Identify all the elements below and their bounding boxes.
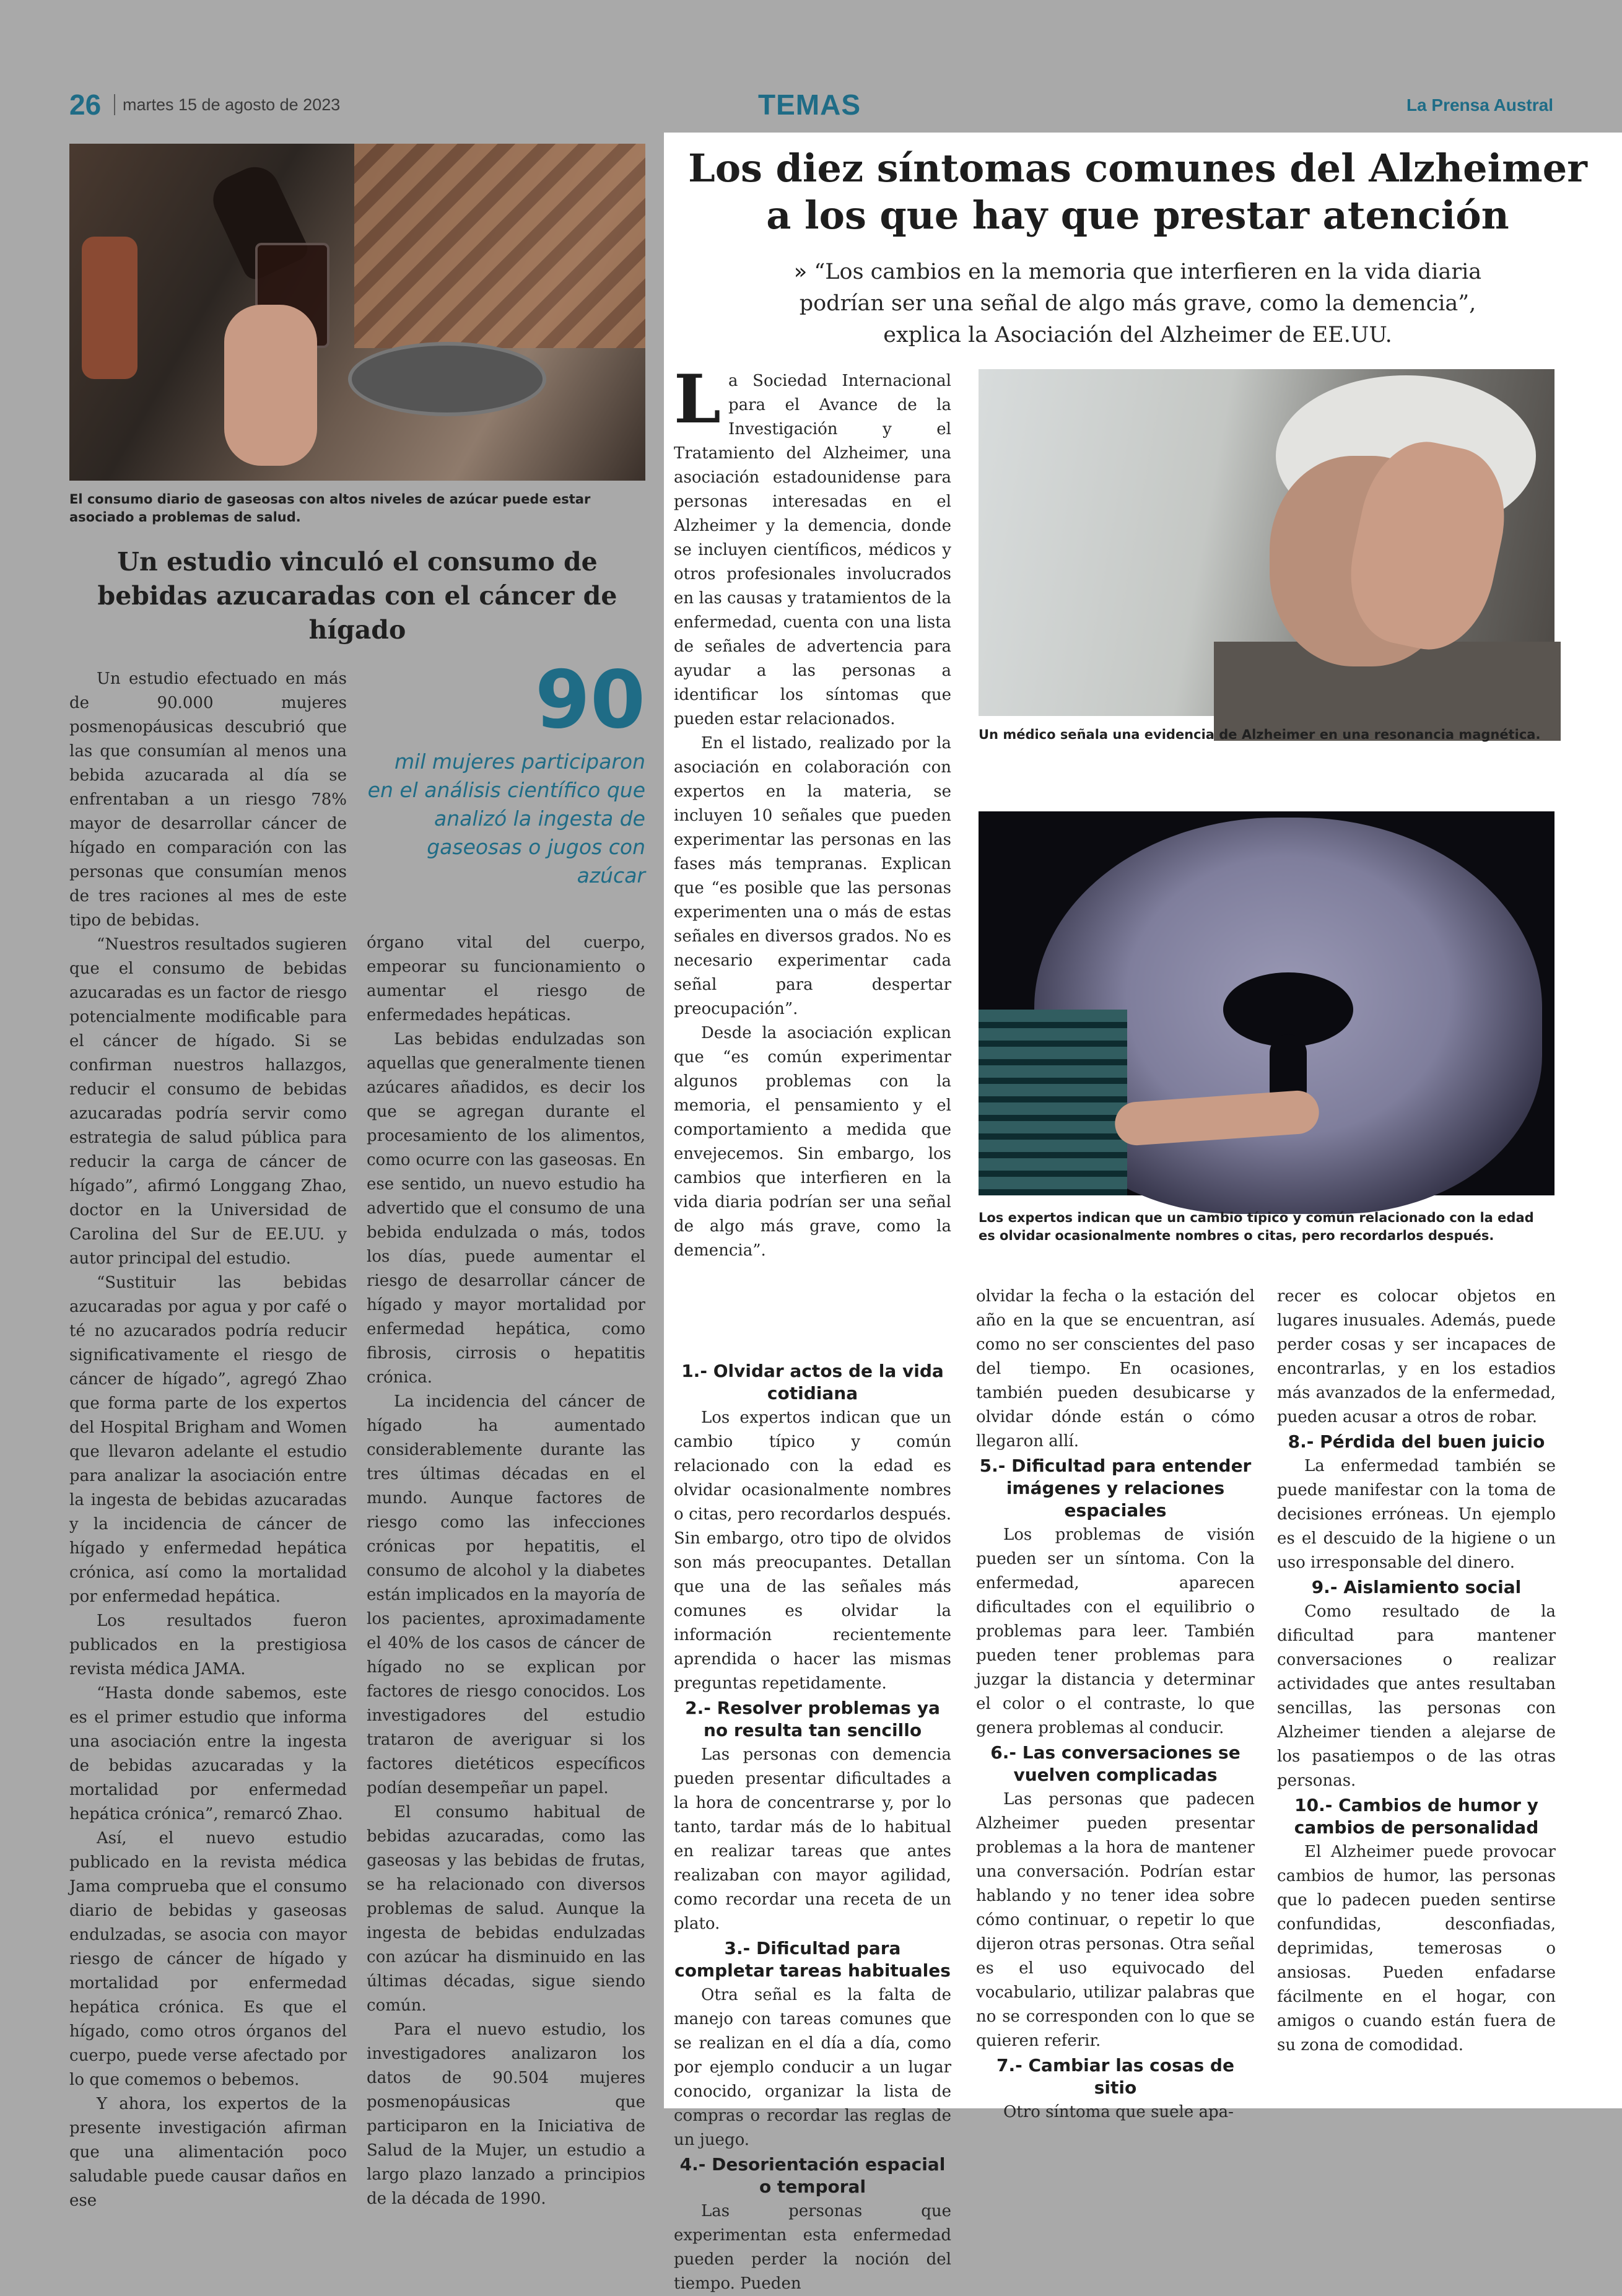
headline-line-2: a los que hay que prestar atención bbox=[766, 193, 1509, 238]
paragraph: Los resultados fueron publicados en la prestigiosa revista médica JAMA. bbox=[69, 1612, 347, 1678]
page-number: 26 bbox=[69, 89, 102, 121]
newspaper-name: La Prensa Austral bbox=[1406, 95, 1553, 115]
photo-caption: Los expertos indican que un cambio típico y común relacionado con la edad es olvidar ocasionalmente nombres o citas, pero recordarlos después. bbox=[979, 1210, 1534, 1243]
paragraph: Otro síntoma que suele apa- bbox=[1003, 2103, 1234, 2121]
paragraph: Así, el nuevo estudio publicado en la revista médica Jama comprueba que el consumo diario de bebidas y gaseosas endulzadas, se asocia con mayor riesgo de cáncer de hígado y mortalidad por enfermedad hepática crónica. Es que el hígado, como otros órganos del cuerpo, puede verse afectado por lo que comemos o bebemos. bbox=[69, 1829, 347, 2089]
article-headline: Un estudio vinculó el consumo de bebidas azucaradas con el cáncer de hígado bbox=[97, 547, 617, 645]
left-article bbox=[69, 144, 645, 2215]
paragraph: La incidencia del cáncer de hígado ha aumentado considerablemente durante las tres últimas décadas en el mundo. Aunque factores de riesgo como las infecciones crónicas por hepatitis, el consumo de alcohol y la diabetes están implicados en la mayoría de los pacientes, aproximadamente el 40% de los casos de cáncer de hígado no se explican por factores de riesgo conocidos. Los investigadores del estudio trataron de averiguar si los factores dietéticos específicos podían desempeñar un papel. bbox=[367, 1392, 645, 1797]
paragraph: “Nuestros resultados sugieren que el consumo de bebidas azucaradas es un factor de riesgo potencialmente modificable para el cáncer de hígado. Si se confirman nuestros hallazgos, reducir el consumo de bebidas azucaradas podría servir como estrategia de salud pública para reducir la carga de cáncer de hígado”, afirmó Longgang Zhao, doctor en la Universidad de Carolina del Sur de EE.UU. y autor principal del estudio. bbox=[69, 935, 347, 1268]
section-title: TEMAS bbox=[758, 89, 861, 121]
paragraph: Las bebidas endulzadas son aquellas que generalmente tienen azúcares añadidos, es decir los que se agregan durante el procesamiento de los alimentos, como ocurre con las gaseosas. En ese sentido, un nuevo estudio ha advertido que el consumo de una bebida endulzada o más, todos los días, puede aumentar el riesgo de desarrollar cáncer de hígado y mayor mortalidad por enfermedad hepática, como fibrosis, cirrosis o hepatitis crónica. bbox=[367, 1030, 645, 1387]
paragraph: Y ahora, los expertos de la presente investigación afirman que una alimentación poco saludable puede causar daños en ese bbox=[69, 2095, 347, 2210]
intro-column bbox=[674, 360, 951, 1263]
paragraph: “Sustituir las bebidas azucaradas por agua y por café o té no azucarados podría reducir significativamente el riesgo de cáncer de hígado”, agregó Zhao que forma parte de los expertos del Hospital Brigham and Women que llevaron adelante el estudio para analizar la asociación entre la ingesta de bebidas azucaradas y la incidencia de cáncer de hígado y enfermedad hepática crónica, así como la mortalidad por enfermedad hepática. bbox=[69, 1273, 347, 1606]
symptom-heading: 10.- Cambios de humor y cambios de personalidad bbox=[1294, 1795, 1539, 1838]
paragraph: Para el nuevo estudio, los investigadores analizaron los datos de 90.504 mujeres posmenopáusicas que participaron en la Iniciativa de Salud de la Mujer, un estudio a largo plazo lanzado a principios de la década de 1990. bbox=[367, 2020, 645, 2208]
paragraph: Las personas con demencia pueden presentar dificultades a la hora de concentrarse y, por lo tanto, tardar más de lo habitual en realizar tareas que antes realizaban con mayor agilidad, como recordar una receta de un plato. bbox=[674, 1745, 951, 1933]
symptom-heading: 4.- Desorientación espacial o temporal bbox=[679, 2154, 946, 2197]
paragraph: El consumo habitual de bebidas azucaradas, como las gaseosas y las bebidas de frutas, se ha relacionado con diversos problemas de salud. Aunque la ingesta de bebidas endulzadas con azúcar ha disminuido en las últimas décadas, sigue siendo común. bbox=[367, 1803, 645, 2015]
soda-drinks-photo bbox=[69, 144, 645, 481]
paragraph: olvidar la fecha o la estación del año en la que se encuentran, así como no ser conscientes del paso del tiempo. En ocasiones, también pueden desubicarse y olvidar dónde están o cómo llegaron allí. bbox=[976, 1287, 1255, 1451]
symptom-heading: 6.- Las conversaciones se vuelven complicadas bbox=[990, 1742, 1240, 1785]
right-article bbox=[664, 133, 1622, 2293]
paragraph: Los expertos indican que un cambio típico y común relacionado con la edad es olvidar ocasionalmente nombres o citas, pero recordarlos después. Sin embargo, otro tipo de olvidos son más preocupantes. Detallan que una de las señales más comunes es olvidar la información recientemente aprendida o hacer las mismas preguntas repetidamente. bbox=[674, 1408, 951, 1693]
paragraph: Las personas que padecen Alzheimer pueden presentar problemas a la hora de mantener una conversación. Podrían estar hablando y no tener idea sobre cómo continuar, o repetir lo que dijeron otras personas. Otra señal es el uso equivocado del vocabulario, utilizar palabras que no se corresponden con lo que se quieren referir. bbox=[976, 1790, 1255, 2050]
stat-callout bbox=[367, 654, 645, 890]
lead-paragraph: La Sociedad Internacional para el Avance de la Investigación y el Tratamiento del Alzheimer, una asociación estadounidense para personas interesadas en el Alzheimer y la demencia, donde se incluyen científicos, médicos y otros profesionales involucrados en las causas y tratamientos de la enfermedad, cuenta con una lista de señales de advertencia para ayudar a las personas a identificar los síntomas que pueden estar relacionados. bbox=[674, 360, 951, 728]
article-column-2 bbox=[367, 931, 645, 2211]
publication-date: martes 15 de agosto de 2023 bbox=[123, 95, 341, 114]
brain-mri-photo bbox=[979, 811, 1554, 1195]
paragraph: “Hasta donde sabemos, este es el primer estudio que informa una asociación entre la ingesta de bebidas azucaradas y la mortalidad por enfermedad hepática crónica”, remarcó Zhao. bbox=[69, 1684, 347, 1823]
symptom-heading: 2.- Resolver problemas ya no resulta tan sencillo bbox=[685, 1698, 940, 1740]
paragraph: Desde la asociación explican que “es común experimentar algunos problemas con la memoria, el pensamiento y el comportamiento a medida que envejecemos. Sin embargo, los cambios que interfieren en la vida diaria podrían ser una señal de algo más grave, como la demencia”. bbox=[674, 1024, 951, 1260]
symptom-heading: 7.- Cambiar las cosas de sitio bbox=[996, 2055, 1234, 2098]
paragraph: Otra señal es la falta de manejo con tareas comunes que se realizan en el día a día, como por ejemplo conducir a un lugar conocido, organizar la lista de compras o recordar las reglas de un juego. bbox=[674, 1986, 951, 2149]
symptom-heading: 5.- Dificultad para entender imágenes y relaciones espaciales bbox=[979, 1456, 1252, 1521]
paragraph: órgano vital del cuerpo, empeorar su funcionamiento o aumentar el riesgo de enfermedades hepáticas. bbox=[367, 933, 645, 1024]
subtitle-text: “Los cambios en la memoria que interfieren en la vida diaria podrían ser una señal de algo más grave, como la demencia”, explica la Asociación del Alzheimer de EE.UU. bbox=[799, 260, 1482, 347]
drop-cap: L bbox=[674, 360, 721, 439]
symptom-heading: 9.- Aislamiento social bbox=[1311, 1577, 1522, 1597]
stat-number: 90 bbox=[534, 654, 645, 746]
header-divider bbox=[114, 94, 115, 115]
page-header bbox=[69, 88, 1553, 125]
article-columns bbox=[69, 654, 645, 2215]
paragraph: En el listado, realizado por la asociación en colaboración con expertos en la materia, se incluyen 10 señales que pueden experimentar las personas en las fases más tempranas. Explican que “es posible que las personas experimenten una o más de estas señales en diversos grados. No es necesario experimentar cada señal para despertar preocupación”. bbox=[674, 734, 951, 1018]
article-headline bbox=[664, 145, 1611, 239]
symptoms-column-3 bbox=[1277, 1285, 1556, 2058]
symptom-heading: 8.- Pérdida del buen juicio bbox=[1288, 1431, 1545, 1452]
paragraph: La enfermedad también se puede manifestar con la toma de decisiones erróneas. Un ejemplo es el descuido de la higiene o un uso irresponsable del dinero. bbox=[1277, 1457, 1556, 1572]
symptoms-column-2 bbox=[976, 1285, 1255, 2124]
paragraph: Un estudio efectuado en más de 90.000 mujeres posmenopáusicas descubrió que las que consumían al menos una bebida azucarada al día se enfrentaban a un riesgo 78% mayor de desarrollar cáncer de hígado en comparación con las personas que consumían menos de tres raciones al mes de este tipo de bebidas. bbox=[69, 670, 347, 930]
worried-man-photo bbox=[979, 369, 1554, 716]
paragraph: El Alzheimer puede provocar cambios de humor, las personas que lo padecen pueden sentirse confundidas, desconfiadas, deprimidas, temerosas o ansiosas. Pueden enfadarse fácilmente en el hogar, con amigos o cuando están fuera de su zona de comodidad. bbox=[1277, 1843, 1556, 2054]
photo-caption: Un médico señala una evidencia de Alzheimer en una resonancia magnética. bbox=[979, 727, 1541, 742]
symptom-heading: 3.- Dificultad para completar tareas habituales bbox=[674, 1938, 951, 1981]
headline-line-1: Los diez síntomas comunes del Alzheimer bbox=[688, 146, 1587, 191]
double-chevron-icon: » bbox=[793, 260, 814, 284]
paragraph: Los problemas de visión pueden ser un síntoma. Con la enfermedad, aparecen dificultades con el equilibrio o problemas para leer. También pueden tener problemas para juzgar la distancia y determinar el color o el contraste, lo que genera problemas al conducir. bbox=[976, 1526, 1255, 1737]
symptom-heading: 1.- Olvidar actos de la vida cotidiana bbox=[681, 1361, 944, 1403]
photo-caption: El consumo diario de gaseosas con altos niveles de azúcar puede estar asociado a problemas de salud. bbox=[69, 492, 591, 525]
paragraph: Las personas que experimentan esta enfermedad pueden perder la noción del tiempo. Pueden bbox=[674, 2202, 951, 2293]
article-subtitle bbox=[763, 256, 1512, 351]
stat-description: mil mujeres participaron en el análisis científico que analizó la ingesta de gaseosas o jugos con azúcar bbox=[367, 749, 645, 888]
paragraph: recer es colocar objetos en lugares inusuales. Además, puede perder cosas y ser incapaces de encontrarlas, y en los estadios más avanzados de la enfermedad, pueden acusar a otros de robar. bbox=[1277, 1287, 1556, 1426]
symptoms-column-1 bbox=[674, 1359, 951, 2296]
paragraph: Como resultado de la dificultad para mantener conversaciones o realizar actividades que antes resultaban sencillas, las personas con Alzheimer tienden a alejarse de los pasatiempos o de las otras personas. bbox=[1277, 1602, 1556, 1790]
article-column-1 bbox=[69, 667, 347, 2213]
